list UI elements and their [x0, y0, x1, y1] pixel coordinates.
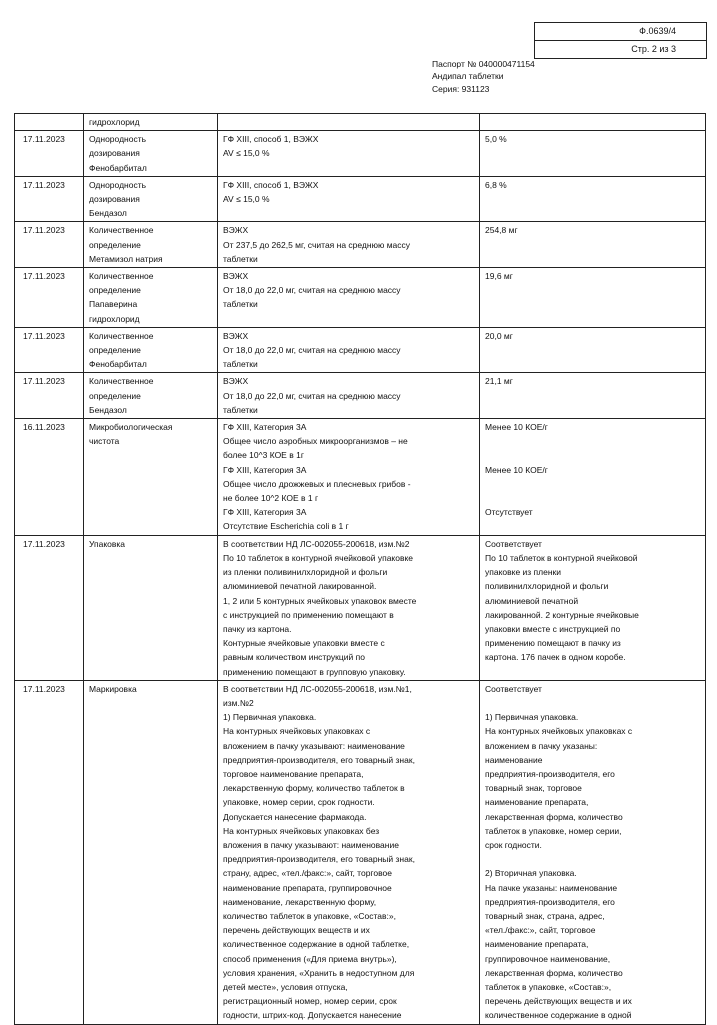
test-name-line: Количественное: [89, 376, 154, 387]
requirement-line: количественное содержание в одной таблетке,: [223, 939, 410, 950]
result-line: таблеток в упаковке, «Состав:»,: [485, 981, 612, 992]
requirement-line: На контурных ячейковых упаковках с: [223, 726, 371, 737]
result-line: упаковке из пленки: [485, 567, 561, 578]
requirement-cell: [218, 535, 480, 680]
requirement-line: годности, штрих-код. Допускается нанесение: [223, 1010, 402, 1021]
result-line: предприятия-производителя, его: [485, 896, 615, 907]
requirement-line: таблетки: [223, 299, 258, 310]
test-date: 17.11.2023: [23, 538, 65, 549]
result-line: срок годности.: [485, 839, 542, 850]
result-line: 5,0 %: [485, 134, 507, 145]
requirement-line: 1) Первичная упаковка.: [223, 712, 317, 723]
requirement-line: равным количеством инструкций по: [223, 652, 365, 663]
requirement-cell: [218, 327, 480, 373]
test-name-line: дозирования: [89, 148, 140, 159]
requirement-line: изм.№2: [223, 697, 254, 708]
requirement-line: страну, адрес, «тел./факс:», сайт, торговое: [223, 868, 392, 879]
result-cell: [480, 535, 706, 680]
requirement-line: Отсутствие Escherichia coli в 1 г: [223, 521, 349, 532]
result-line: наименование: [485, 754, 543, 765]
test-name-line: Бендазол: [89, 208, 127, 219]
test-name-line: Папаверина: [89, 299, 138, 310]
test-cell: [84, 373, 218, 419]
result-line: наименование препарата,: [485, 797, 589, 808]
result-line: Менее 10 КОЕ/г: [485, 422, 548, 433]
test-name-line: Маркировка: [89, 683, 137, 694]
result-line: поливинилхлоридной и фольги: [485, 581, 609, 592]
date-cell: [15, 327, 84, 373]
test-date: 17.11.2023: [23, 179, 65, 190]
test-cell: [84, 222, 218, 268]
requirement-line: таблетки: [223, 359, 258, 370]
requirement-line: ВЭЖХ: [223, 376, 249, 387]
requirement-line: детей месте», условия отпуска,: [223, 981, 348, 992]
requirement-line: AV ≤ 15,0 %: [223, 194, 270, 205]
blank-line: [485, 491, 700, 505]
requirement-line: Контурные ячейковые упаковки вместе с: [223, 638, 385, 649]
test-name-line: Количественное: [89, 271, 154, 282]
requirement-line: От 18,0 до 22,0 мг, считая на среднюю массу: [223, 390, 401, 401]
date-cell: [15, 176, 84, 222]
result-line: лакированной. 2 контурные ячейковые: [485, 609, 639, 620]
test-name-line: Фенобарбитал: [89, 359, 147, 370]
requirement-line: вложением в пачку указывают: наименование: [223, 740, 405, 751]
result-line: наименование препарата,: [485, 939, 589, 950]
requirement-line: ГФ XIII, Категория 3А: [223, 507, 307, 518]
blank-line: [485, 519, 700, 533]
requirement-cell: [218, 373, 480, 419]
date-cell: [15, 268, 84, 328]
result-line: По 10 таблеток в контурной ячейковой: [485, 552, 638, 563]
result-line: товарный знак, страна, адрес,: [485, 910, 605, 921]
result-line: вложением в пачку указаны:: [485, 740, 598, 751]
result-line: На контурных ячейковых упаковках с: [485, 726, 633, 737]
test-date: 17.11.2023: [23, 225, 65, 236]
passport-header: [432, 58, 535, 95]
test-name-line: Однородность: [89, 179, 147, 190]
test-name-line: определение: [89, 239, 141, 250]
test-name-line: Фенобарбитал: [89, 162, 147, 173]
series-number: Серия: 931123: [432, 83, 490, 94]
requirement-line: Общее число дрожжевых и плесневых грибов -: [223, 478, 411, 489]
test-cell: [84, 327, 218, 373]
requirement-line: По 10 таблеток в контурной ячейковой упаковке: [223, 552, 414, 563]
table-row: [15, 268, 706, 328]
requirement-line: таблетки: [223, 253, 258, 264]
form-code: Ф.0639/4: [535, 23, 706, 41]
test-name-line: Упаковка: [89, 538, 126, 549]
table-row: [15, 680, 706, 1024]
requirement-line: пачку из картона.: [223, 623, 292, 634]
test-name-line: определение: [89, 390, 141, 401]
blank-line: [485, 448, 700, 462]
requirement-line: условия хранения, «Хранить в недоступном для: [223, 967, 415, 978]
result-line: «тел./факс:», сайт, торговое: [485, 925, 596, 936]
test-name-line: определение: [89, 345, 141, 356]
requirement-line: Общее число аэробных микроорганизмов – не: [223, 436, 408, 447]
requirement-line: ВЭЖХ: [223, 330, 249, 341]
table-row: [15, 131, 706, 177]
test-date: 16.11.2023: [23, 422, 65, 433]
test-date: 17.11.2023: [23, 330, 65, 341]
result-line: упаковки вместе с инструкцией по: [485, 623, 621, 634]
test-cell: [84, 268, 218, 328]
result-line: алюминиевой печатной: [485, 595, 579, 606]
requirement-line: предприятия-производителя, его товарный знак,: [223, 754, 415, 765]
requirement-line: наименование препарата, группировочное: [223, 882, 392, 893]
test-name-line: гидрохлорид: [89, 313, 140, 324]
result-line: 254,8 мг: [485, 225, 518, 236]
requirement-line: количество таблеток в упаковке, «Состав:»,: [223, 910, 397, 921]
requirement-line: AV ≤ 15,0 %: [223, 148, 270, 159]
result-line: 1) Первичная упаковка.: [485, 712, 579, 723]
requirement-line: лекарственную форму, количество таблеток в: [223, 783, 405, 794]
result-line: перечень действующих веществ и их: [485, 996, 632, 1007]
requirement-line: таблетки: [223, 404, 258, 415]
date-cell: [15, 680, 84, 1024]
requirement-line: От 18,0 до 22,0 мг, считая на среднюю массу: [223, 285, 401, 296]
result-line: Менее 10 КОЕ/г: [485, 464, 548, 475]
requirement-line: не более 10^2 КОЕ в 1 г: [223, 493, 319, 504]
result-line: лекарственная форма, количество: [485, 811, 623, 822]
requirement-line: Допускается нанесение фармакода.: [223, 811, 367, 822]
requirement-line: упаковке, номер серии, срок годности.: [223, 797, 375, 808]
result-line: количественное содержание в одной: [485, 1010, 632, 1021]
test-name-line: Бендазол: [89, 404, 127, 415]
result-cell: [480, 176, 706, 222]
test-date: 17.11.2023: [23, 376, 65, 387]
result-line: 19,6 мг: [485, 271, 513, 282]
blank-line: [485, 434, 700, 448]
test-name-line: Однородность: [89, 134, 147, 145]
result-cell: [480, 131, 706, 177]
blank-line: [485, 852, 700, 866]
test-date: 17.11.2023: [23, 271, 65, 282]
requirement-cell: [218, 268, 480, 328]
requirement-line: алюминиевой печатной лакированной.: [223, 581, 377, 592]
requirement-line: ГФ XIII, способ 1, ВЭЖХ: [223, 134, 319, 145]
result-line: группировочное наименование,: [485, 953, 611, 964]
product-name: Андипал таблетки: [432, 71, 504, 82]
result-line: таблеток в упаковке, номер серии,: [485, 825, 622, 836]
result-line: применению помещают в пачку из: [485, 638, 621, 649]
table-row: [15, 535, 706, 680]
result-line: 20,0 мг: [485, 330, 513, 341]
requirement-cell: [218, 419, 480, 536]
result-cell: [480, 222, 706, 268]
result-cell: [480, 327, 706, 373]
test-cell: [84, 535, 218, 680]
requirement-line: От 18,0 до 22,0 мг, считая на среднюю массу: [223, 345, 401, 356]
requirement-line: способ применения («Для приема внутрь»),: [223, 953, 397, 964]
test-name-line: Метамизол натрия: [89, 253, 163, 264]
requirement-line: наименование, лекарственную форму,: [223, 896, 377, 907]
result-cell: [480, 373, 706, 419]
requirement-line: регистрационный номер, номер серии, срок: [223, 996, 397, 1007]
test-name-line: Микробиологическая: [89, 422, 173, 433]
result-line: Соответствует: [485, 683, 542, 694]
requirement-line: более 10^3 КОЕ в 1г: [223, 450, 304, 461]
date-cell: [15, 373, 84, 419]
requirement-line: ГФ XIII, Категория 3А: [223, 422, 307, 433]
test-cell: [84, 176, 218, 222]
requirement-line: предприятия-производителя, его товарный знак,: [223, 854, 415, 865]
result-line: товарный знак, торговое: [485, 783, 582, 794]
result-line: лекарственная форма, количество: [485, 967, 623, 978]
result-line: На пачке указаны: наименование: [485, 882, 618, 893]
requirement-cell: [218, 131, 480, 177]
requirement-line: вложения в пачку указывают: наименование: [223, 839, 399, 850]
requirement-line: На контурных ячейковых упаковках без: [223, 825, 380, 836]
result-line: 21,1 мг: [485, 376, 513, 387]
date-cell: [15, 535, 84, 680]
requirement-line: От 237,5 до 262,5 мг, считая на среднюю массу: [223, 239, 411, 250]
table-row: [15, 222, 706, 268]
requirement-line: В соответствии НД ЛС-002055-200618, изм.№1,: [223, 683, 412, 694]
test-date: 17.11.2023: [23, 683, 65, 694]
result-cell: [480, 268, 706, 328]
requirement-line: ВЭЖХ: [223, 225, 249, 236]
requirement-cell: [218, 680, 480, 1024]
form-code-box: [534, 22, 707, 59]
test-name-line: дозирования: [89, 194, 140, 205]
test-name-line: определение: [89, 285, 141, 296]
blank-line: [485, 477, 700, 491]
date-cell: [15, 131, 84, 177]
test-name-line: чистота: [89, 436, 120, 447]
requirement-line: торговое наименование препарата,: [223, 768, 364, 779]
continuation-text: гидрохлорид: [84, 114, 218, 131]
test-cell: [84, 680, 218, 1024]
requirement-line: из пленки поливинилхлоридной и фольги: [223, 567, 388, 578]
table-row: [15, 176, 706, 222]
date-cell: [15, 419, 84, 536]
page-number: Стр. 2 из 3: [631, 44, 676, 54]
passport-number: Паспорт № 040000471154: [432, 59, 535, 69]
requirement-cell: [218, 222, 480, 268]
requirement-line: 1, 2 или 5 контурных ячейковых упаковок вместе: [223, 595, 417, 606]
result-line: предприятия-производителя, его: [485, 768, 615, 779]
test-cell: [84, 419, 218, 536]
result-line: Отсутствует: [485, 507, 533, 518]
result-line: 6,8 %: [485, 179, 507, 190]
test-name-line: Количественное: [89, 225, 154, 236]
test-name-line: Количественное: [89, 330, 154, 341]
requirement-line: перечень действующих веществ и их: [223, 925, 370, 936]
blank-line: [485, 696, 700, 710]
result-line: картона. 176 пачек в одном коробе.: [485, 652, 626, 663]
analysis-table: [14, 113, 706, 1025]
requirement-line: ГФ XIII, Категория 3А: [223, 464, 307, 475]
table-row: [15, 327, 706, 373]
requirement-cell: [218, 176, 480, 222]
result-cell: [480, 419, 706, 536]
result-line: Соответствует: [485, 538, 542, 549]
test-cell: [84, 131, 218, 177]
requirement-line: ГФ XIII, способ 1, ВЭЖХ: [223, 179, 319, 190]
date-cell: [15, 222, 84, 268]
result-cell: [480, 680, 706, 1024]
result-line: 2) Вторичная упаковка.: [485, 868, 577, 879]
requirement-line: применению помещают в групповую упаковку.: [223, 666, 406, 677]
requirement-line: ВЭЖХ: [223, 271, 249, 282]
table-row: [15, 419, 706, 536]
test-date: 17.11.2023: [23, 134, 65, 145]
continuation-row: [15, 114, 706, 131]
requirement-line: с инструкцией по применению помещают в: [223, 609, 394, 620]
table-row: [15, 373, 706, 419]
requirement-line: В соответствии НД ЛС-002055-200618, изм.№2: [223, 538, 410, 549]
